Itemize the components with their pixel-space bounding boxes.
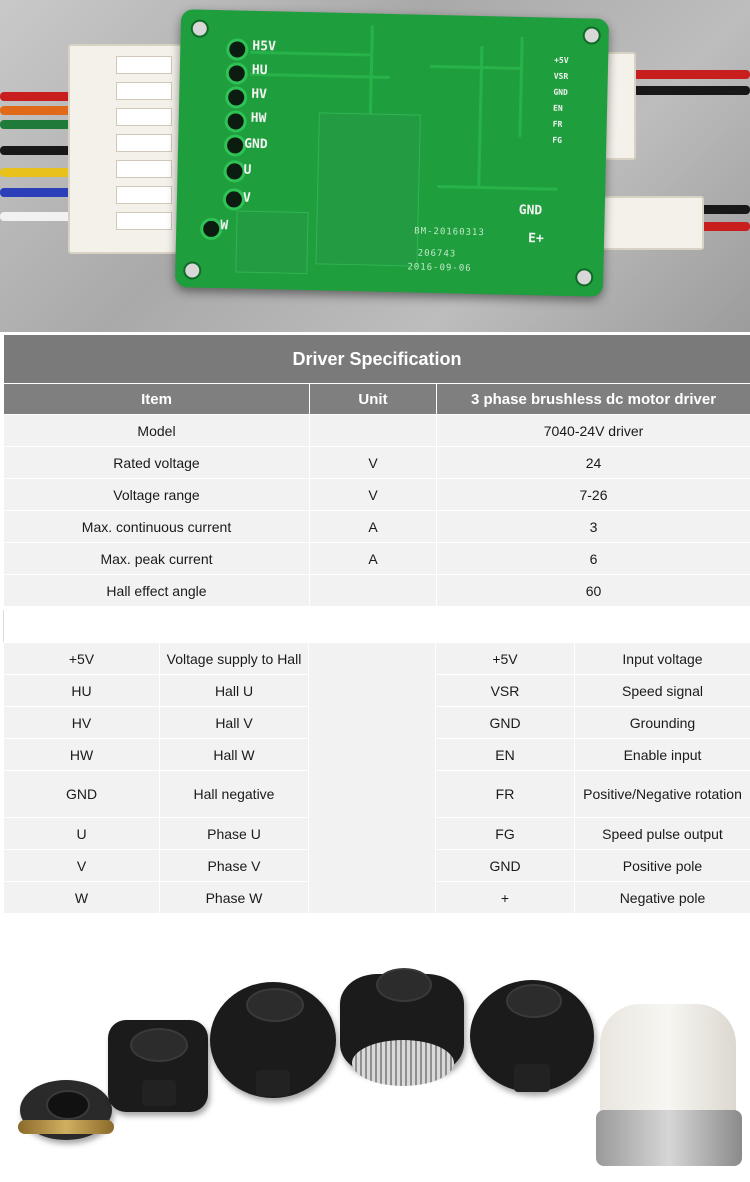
hall-pin: HW — [4, 739, 159, 770]
header-item: Item — [4, 384, 309, 414]
signal-pin-desc: Speed pulse output — [575, 818, 750, 849]
table-row — [4, 415, 750, 446]
black-blower-image — [470, 980, 594, 1092]
hall-pin-desc: Hall W — [160, 739, 308, 770]
spec-value: 7040-24V driver — [437, 415, 750, 446]
table-row — [4, 543, 750, 574]
pcb-label-en: EN — [552, 103, 563, 113]
wire-power-black — [696, 205, 750, 214]
table-row — [4, 575, 750, 606]
wire-power-red — [696, 222, 750, 231]
signal-pin-desc: Enable input — [575, 739, 750, 770]
blower-products-photo — [0, 930, 750, 1182]
pcb-label-u: U — [243, 162, 252, 178]
signal-pin-desc: Positive/Negative rotation — [575, 771, 750, 817]
pcb-driver-photo — [0, 0, 750, 332]
table-spacer — [3, 610, 749, 642]
pcb-label-hv: HV — [251, 86, 268, 103]
hall-pin: HV — [4, 707, 159, 738]
spec-unit — [310, 415, 436, 446]
table-row — [4, 479, 750, 510]
pcb-label-vsr: VSR — [553, 71, 569, 81]
power-connector — [598, 196, 704, 250]
pin-gap-cell — [309, 643, 435, 913]
pcb-silk-code: BM-20160313 — [414, 226, 485, 239]
hall-pin: HU — [4, 675, 159, 706]
spec-unit — [310, 575, 436, 606]
spec-unit: A — [310, 511, 436, 542]
signal-pin-desc: Grounding — [575, 707, 750, 738]
spec-item: Max. continuous current — [4, 511, 309, 542]
pcb-label-v: V — [242, 190, 251, 206]
signal-pin-desc: Negative pole — [575, 882, 750, 913]
pcb-label-power-e: E+ — [527, 231, 544, 247]
motor-metal-base — [596, 1110, 742, 1166]
hall-pin-desc: Phase V — [160, 850, 308, 881]
pcb-label-hw: HW — [250, 110, 267, 127]
spec-value: 6 — [437, 543, 750, 574]
pcb-label-gnd-sig: GND — [553, 87, 568, 97]
spec-item: Rated voltage — [4, 447, 309, 478]
signal-pin: FG — [436, 818, 574, 849]
signal-pin-desc: Positive pole — [575, 850, 750, 881]
pcb-label-w: W — [220, 218, 229, 234]
hall-pin: U — [4, 818, 159, 849]
spec-value: 24 — [437, 447, 750, 478]
heatsink-fins — [352, 1040, 454, 1086]
spec-item: Voltage range — [4, 479, 309, 510]
table-row — [4, 511, 750, 542]
hall-pin-desc: Phase U — [160, 818, 308, 849]
pcb-label-h5v: H5V — [252, 38, 277, 55]
signal-pin: + — [436, 882, 574, 913]
pcb-label-fg: FG — [552, 135, 563, 145]
spec-item: Hall effect angle — [4, 575, 309, 606]
spec-title: Driver Specification — [4, 335, 750, 383]
spec-unit: V — [310, 479, 436, 510]
spec-item: Model — [4, 415, 309, 446]
signal-pin: GND — [436, 707, 574, 738]
wire-right-red — [628, 70, 750, 79]
pcb-label-5v: +5V — [554, 55, 569, 65]
hall-pin: GND — [4, 771, 159, 817]
hall-pin-desc: Hall V — [160, 707, 308, 738]
spec-value: 60 — [437, 575, 750, 606]
pin-definition-table — [3, 642, 750, 914]
left-connector — [68, 44, 184, 254]
spec-unit: A — [310, 543, 436, 574]
signal-pin: +5V — [436, 643, 574, 674]
hall-pin: W — [4, 882, 159, 913]
spec-item: Max. peak current — [4, 543, 309, 574]
hall-pin-desc: Hall U — [160, 675, 308, 706]
driver-spec-table — [3, 334, 750, 607]
pcb-label-fr: FR — [552, 119, 563, 129]
pcb-label-gnd: GND — [243, 136, 268, 153]
signal-pin: FR — [436, 771, 574, 817]
hall-pin: V — [4, 850, 159, 881]
wire-right-black — [628, 86, 750, 95]
pcb-silk-date: 2016-09-06 — [407, 262, 472, 274]
signal-pin: GND — [436, 850, 574, 881]
signal-pin: VSR — [436, 675, 574, 706]
header-driver: 3 phase brushless dc motor driver — [437, 384, 750, 414]
hall-pin-desc: Phase W — [160, 882, 308, 913]
pcb-label-hu: HU — [251, 62, 268, 79]
spec-value: 3 — [437, 511, 750, 542]
small-blower-image — [108, 1020, 208, 1112]
table-row — [4, 447, 750, 478]
pcb-silk-number: 206743 — [417, 248, 457, 260]
hall-pin-desc: Hall negative — [160, 771, 308, 817]
signal-pin: EN — [436, 739, 574, 770]
table-row — [4, 643, 750, 674]
spec-unit: V — [310, 447, 436, 478]
round-blower-image — [210, 982, 336, 1098]
pcb-label-power-gnd: GND — [518, 202, 543, 219]
pcb-board — [175, 9, 609, 297]
hall-pin: +5V — [4, 643, 159, 674]
signal-pin-desc: Input voltage — [575, 643, 750, 674]
hall-pin-desc: Voltage supply to Hall — [160, 643, 308, 674]
signal-pin-desc: Speed signal — [575, 675, 750, 706]
spec-value: 7-26 — [437, 479, 750, 510]
header-unit: Unit — [310, 384, 436, 414]
